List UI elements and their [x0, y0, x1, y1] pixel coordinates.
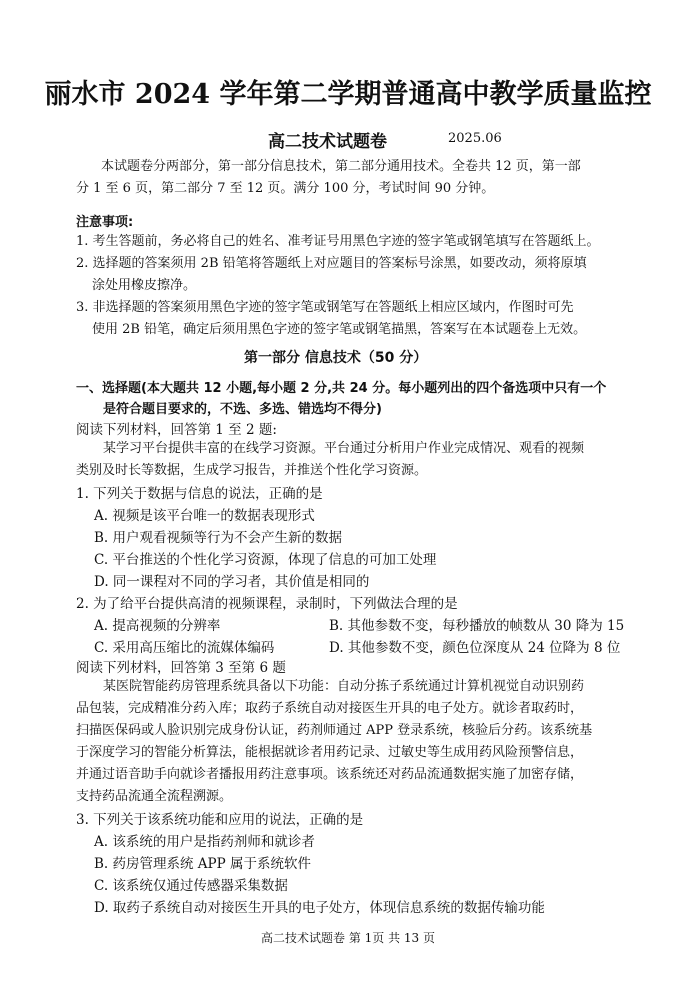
- notes-heading: 注意事项:: [76, 215, 134, 230]
- q2-option-c: C. 采用高压缩比的流媒体编码: [94, 640, 275, 656]
- reading-2-line-5: 并通过语音助手向就诊者播报用药注意事项。该系统还对药品流通数据实施了加密存储，: [76, 767, 584, 782]
- reading-2-line-1: 某医院智能药房管理系统具备以下功能：自动分拣子系统通过计算机视觉自动识别药: [103, 679, 585, 694]
- reading-1-line-2: 类别及时长等数据，生成学习报告，并推送个性化学习资源。: [76, 463, 428, 478]
- section-1-line-1: 一、选择题(本大题共 12 小题,每小题 2 分,共 24 分。每小题列出的四个备选项中只有一个: [76, 381, 607, 396]
- q1-stem: 1. 下列关于数据与信息的说法，正确的是: [76, 486, 323, 502]
- q2-stem: 2. 为了给平台提供高清的视频课程，录制时，下列做法合理的是: [76, 596, 458, 612]
- note-2-line-1: 2. 选择题的答案须用 2B 铅笔将答题纸上对应题目的答案标号涂黑，如要改动，须将原填: [76, 256, 587, 271]
- q3-stem: 3. 下列关于该系统功能和应用的说法，正确的是: [76, 812, 364, 828]
- q1-option-a: A. 视频是该平台唯一的数据表现形式: [94, 508, 315, 524]
- reading-1-line-1: 某学习平台提供丰富的在线学习资源。平台通过分析用户作业完成情况、观看的视频: [103, 441, 585, 456]
- note-2-line-2: 涂处用橡皮擦净。: [92, 278, 197, 293]
- intro-line-2: 分 1 至 6 页，第二部分 7 至 12 页。满分 100 分，考试时间 90 分钟。: [76, 181, 495, 196]
- reading-2-line-4: 于深度学习的智能分析算法，能根据就诊者用药记录、过敏史等生成用药风险预警信息，: [76, 745, 584, 760]
- intro-line-1: 本试题卷分两部分，第一部分信息技术，第二部分通用技术。全卷共 12 页，第一部: [101, 159, 581, 174]
- note-3-line-1: 3. 非选择题的答案须用黑色字迹的签字笔或钢笔写在答题纸上相应区域内，作图时可先: [76, 300, 574, 315]
- note-3-line-2: 使用 2B 铅笔，确定后须用黑色字迹的签字笔或钢笔描黑，答案写在本试题卷上无效。: [92, 322, 587, 337]
- q2-option-d: D. 其他参数不变，颜色位深度从 24 位降为 8 位: [329, 640, 621, 656]
- part-1-title: 第一部分 信息技术（50 分）: [244, 350, 428, 366]
- page-footer: 高二技术试题卷 第 1页 共 13 页: [261, 931, 435, 945]
- note-1: 1. 考生答题前，务必将自己的姓名、准考证号用黑色字迹的签字笔或钢笔填写在答题纸上。: [76, 234, 600, 249]
- reading-2-line-2: 品包装，完成精准分药入库；取药子系统自动对接医生开具的电子处方。就诊者取药时，: [76, 701, 584, 716]
- reading-2-line-6: 支持药品流通全流程溯源。: [76, 789, 233, 804]
- q1-option-b: B. 用户观看视频等行为不会产生新的数据: [94, 530, 343, 546]
- q3-option-d: D. 取药子系统自动对接医生开具的电子处方，体现信息系统的数据传输功能: [94, 900, 545, 916]
- reading-1-prompt: 阅读下列材料，回答第 1 至 2 题:: [76, 422, 277, 438]
- reading-2-line-3: 扫描医保码或人脸识别完成身份认证，药剂师通过 APP 登录系统，核验后分药。该系统基: [76, 723, 593, 738]
- q2-option-a: A. 提高视频的分辨率: [94, 618, 221, 634]
- q1-option-d: D. 同一课程对不同的学习者，其价值是相同的: [94, 574, 370, 590]
- q2-option-b: B. 其他参数不变，每秒播放的帧数从 30 降为 15: [329, 618, 625, 634]
- q1-option-c: C. 平台推送的个性化学习资源，体现了信息的可加工处理: [94, 552, 437, 568]
- paper-date: 2025.06: [448, 131, 502, 146]
- q3-option-b: B. 药房管理系统 APP 属于系统软件: [94, 856, 312, 872]
- section-1-line-2: 是符合题目要求的，不选、多选、错选均不得分): [103, 402, 382, 417]
- exam-title: 丽水市 2024 学年第二学期普通高中教学质量监控: [44, 79, 652, 110]
- paper-title: 高二技术试题卷: [268, 132, 387, 152]
- q3-option-a: A. 该系统的用户是指药剂师和就诊者: [94, 834, 315, 850]
- reading-2-prompt: 阅读下列材料，回答第 3 至第 6 题: [76, 660, 286, 676]
- q3-option-c: C. 该系统仅通过传感器采集数据: [94, 878, 288, 894]
